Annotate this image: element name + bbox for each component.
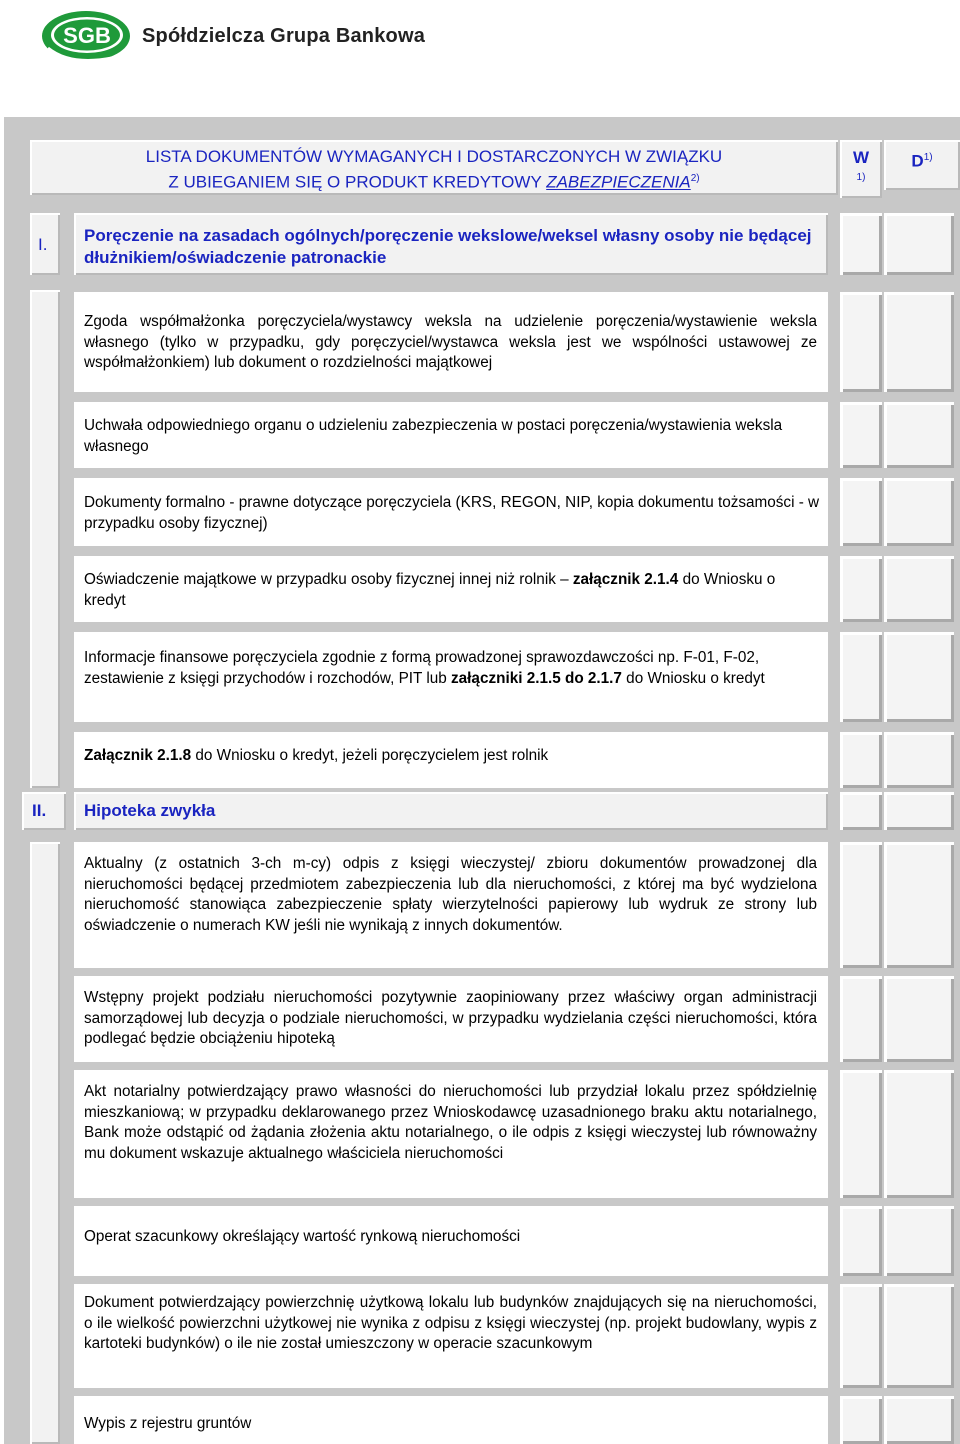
- section-2-title: Hipoteka zwykła: [84, 801, 216, 820]
- checkbox-d[interactable]: [884, 1206, 954, 1276]
- item-text: Zgoda współmałżonka poręczyciela/wystawcy weksla na udzielenie poręczenia/wystawienie weksla własnego (tylko w przypadku, gdy poręczyciel/wystawca weksla jest we wspólności ustawowej ze współmałżonkiem) lub dokument o rozdzielności majątkowej: [84, 313, 817, 371]
- item-text: Informacje finansowe poręczyciela zgodnie z formą prowadzonej sprawozdawczości np. F-01, F-02, zestawienie z księgi przychodów i rozchodów, PIT lub załączniki 2.1.5 do 2.1.7 do Wniosku o kredyt: [84, 649, 765, 687]
- checkbox-w[interactable]: [840, 1284, 882, 1388]
- item-text: Dokument potwierdzający powierzchnię użytkową lokalu lub budynków znajdujących się na nieruchomości, o ile wielkość powierzchni użytkowej nie wynika z odpisu z księgi wieczystej (np. projekt budowlany, wypis z kartoteki budynków) o ile nie został umieszczony w operacie szacunkowym: [84, 1294, 817, 1352]
- item-text: Akt notarialny potwierdzający prawo własności do nieruchomości lub przydział lokalu przez spółdzielnię mieszkaniową; w przypadku deklarowanego przez Wnioskodawcę uzasadnionego braku aktu notarialnego, Bank może odstąpić od żądania złożenia aktu notarialnego, o ile odpis z księgi wieczystej lub równoważny mu dokument wskazuje aktualnego właściciela nieruchomości: [84, 1083, 817, 1162]
- checkbox-d[interactable]: [884, 1070, 954, 1198]
- checkbox-d[interactable]: [884, 1396, 954, 1444]
- item-text: Aktualny (z ostatnich 3-ch m-cy) odpis z księgi wieczystej/ zbioru dokumentów prowadzonej dla nieruchomości będącej przedmiotem zabezpieczenia lub dla nieruchomości, z której ma być wydzielona nieruchomość stanowiąca zabezpieczenie spłaty wierzytelności papierowy lub wydruk ze strony lub oświadczenie o numerach KW jeśli nie wynikają z innych dokumentów.: [84, 855, 817, 934]
- checkbox-w[interactable]: [840, 213, 882, 275]
- attachment-ref: załączniki 2.1.5 do 2.1.7: [451, 669, 622, 687]
- checkbox-w[interactable]: [840, 632, 882, 722]
- checkbox-w[interactable]: [840, 402, 882, 468]
- section-2-title-cell: [74, 792, 828, 830]
- brand-name: Spółdzielcza Grupa Bankowa: [142, 25, 426, 47]
- item-text: Oświadczenie majątkowe w przypadku osoby fizycznej innej niż rolnik – załącznik 2.1.4 do Wniosku o kredyt: [84, 571, 776, 609]
- column-d-footnote: 1): [923, 152, 933, 163]
- section-1-number: I.: [38, 235, 48, 254]
- section-1-number-cell: [30, 213, 60, 275]
- checkbox-w[interactable]: [840, 842, 882, 968]
- column-w-header: [840, 140, 882, 198]
- checkbox-d[interactable]: [884, 402, 954, 468]
- brand-logo: [40, 8, 460, 64]
- checkbox-w[interactable]: [840, 478, 882, 546]
- column-d-label: D: [911, 151, 924, 171]
- checkbox-d[interactable]: [884, 556, 954, 622]
- item-text: Załącznik 2.1.8 do Wniosku o kredyt, jeżeli poręczycielem jest rolnik: [84, 747, 549, 764]
- checkbox-d[interactable]: [884, 976, 954, 1062]
- section-1-left-strip: [30, 290, 60, 788]
- page-title-line1: LISTA DOKUMENTÓW WYMAGANYCH I DOSTARCZONYCH W ZWIĄZKU: [145, 147, 723, 166]
- checkbox-d[interactable]: [884, 792, 954, 830]
- section-1-title: Poręczenie na zasadach ogólnych/poręczenie wekslowe/weksel własny osoby nie będącej dłużnikiem/oświadczenie patronackie: [84, 226, 812, 267]
- checkbox-w[interactable]: [840, 976, 882, 1062]
- checkbox-w[interactable]: [840, 1396, 882, 1444]
- page-title-footnote: 2): [690, 173, 700, 184]
- checkbox-w[interactable]: [840, 732, 882, 788]
- column-w-footnote: 1): [856, 172, 866, 183]
- section-2-left-strip: [30, 842, 60, 1444]
- checkbox-w[interactable]: [840, 1206, 882, 1276]
- checkbox-w[interactable]: [840, 792, 882, 830]
- header-title-cell: [30, 140, 838, 195]
- page-title: [30, 146, 838, 194]
- checkbox-d[interactable]: [884, 478, 954, 546]
- item-text: Wstępny projekt podziału nieruchomości pozytywnie zaopiniowany przez właściwy organ administracji samorządowej lub decyzja o podziale nieruchomości, w przypadku wydzielania części nieruchomości, która podlegać będzie obciążeniu hipoteką: [84, 989, 817, 1047]
- column-d-header: [884, 140, 960, 190]
- checkbox-d[interactable]: [884, 732, 954, 788]
- logo-mark-text: SGB: [63, 23, 111, 48]
- item-text: Wypis z rejestru gruntów: [84, 1415, 252, 1432]
- checkbox-w[interactable]: [840, 292, 882, 392]
- checkbox-d[interactable]: [884, 292, 954, 392]
- page-title-line2: Z UBIEGANIEM SIĘ O PRODUKT KREDYTOWY: [168, 172, 547, 192]
- checkbox-d[interactable]: [884, 213, 954, 275]
- page-title-emphasis: ZABEZPIECZENIA: [546, 172, 691, 192]
- checkbox-w[interactable]: [840, 556, 882, 622]
- item-text: Operat szacunkowy określający wartość rynkową nieruchomości: [84, 1228, 521, 1245]
- checkbox-d[interactable]: [884, 842, 954, 968]
- section-2-number-cell: [22, 792, 66, 830]
- column-w-label: W: [852, 148, 870, 167]
- checkbox-d[interactable]: [884, 1284, 954, 1388]
- checkbox-w[interactable]: [840, 1070, 882, 1198]
- section-1-title-cell: [74, 213, 828, 275]
- attachment-ref: załącznik 2.1.4: [572, 571, 679, 588]
- section-2-number: II.: [32, 801, 47, 820]
- sgb-logo-icon: [40, 8, 136, 64]
- checkbox-d[interactable]: [884, 632, 954, 722]
- item-text: Dokumenty formalno - prawne dotyczące poręczyciela (KRS, REGON, NIP, kopia dokumentu tożsamości - w przypadku osoby fizycznej): [84, 494, 820, 532]
- attachment-ref: Załącznik 2.1.8: [84, 747, 192, 764]
- item-text: Uchwała odpowiedniego organu o udzieleniu zabezpieczenia w postaci poręczenia/wystawienia weksla własnego: [84, 417, 783, 455]
